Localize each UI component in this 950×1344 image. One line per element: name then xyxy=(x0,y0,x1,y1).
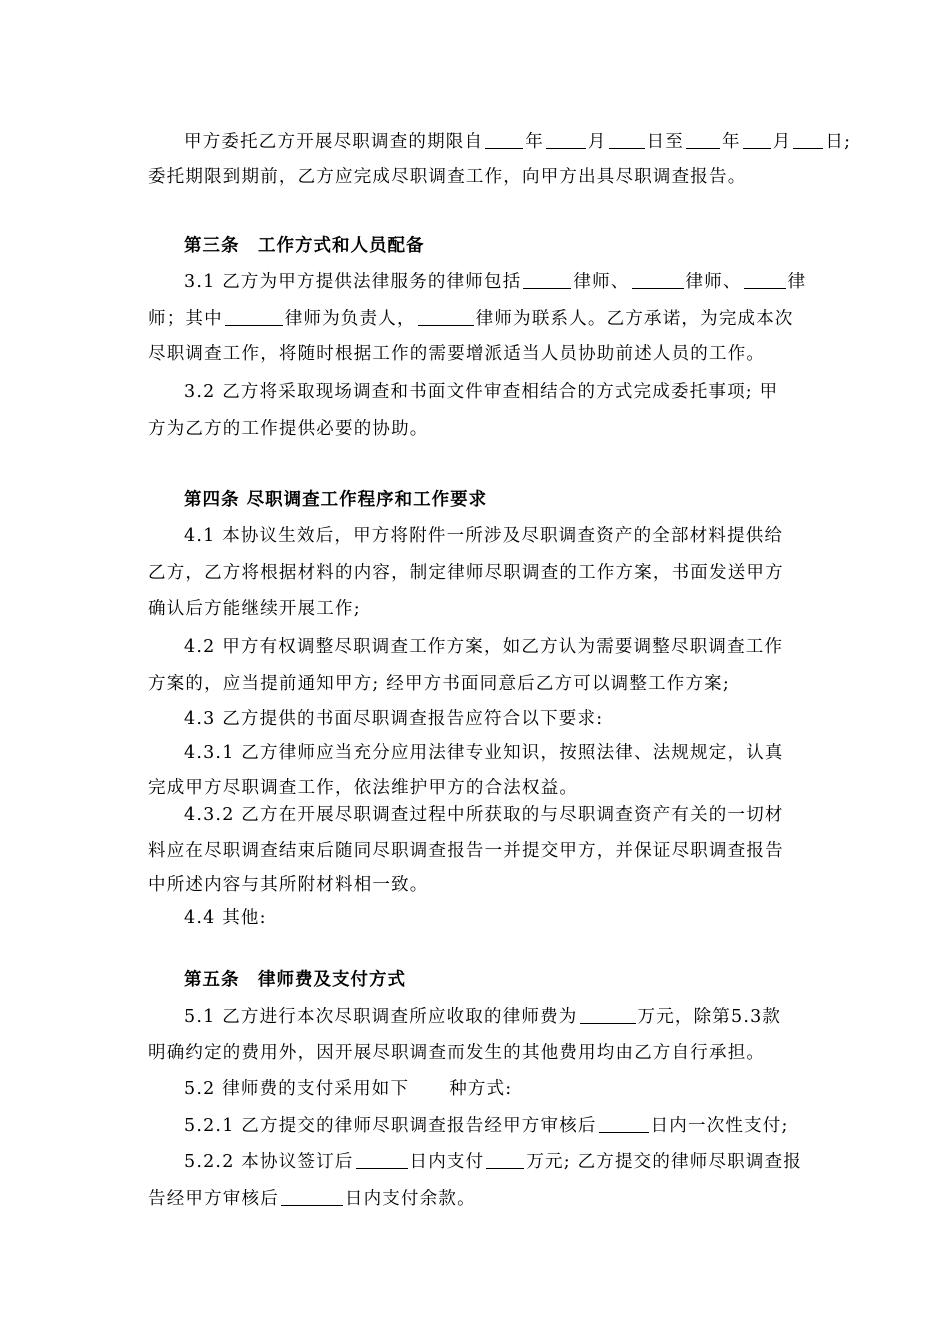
blank-field xyxy=(546,130,586,149)
art3-p1-line-1 xyxy=(184,268,808,295)
text: 律师为负责人， xyxy=(284,309,416,329)
art3-p1-line-2 xyxy=(148,305,808,332)
text: 月 xyxy=(772,132,792,152)
art4-p2-line-2: 方案的，应当提前通知甲方; 经甲方书面同意后乙方可以调整工作方案; xyxy=(148,674,730,694)
text: 5.2 律师费的支付采用如下 xyxy=(184,1079,410,1099)
text: 告经甲方审核后 xyxy=(148,1189,279,1209)
art3-p2-line-2: 方为乙方的工作提供必要的协助。 xyxy=(148,419,429,439)
art5-p22-line-2 xyxy=(148,1185,808,1212)
text: 律师为联系人。乙方承诺，为完成本次 xyxy=(475,309,794,329)
art4-p1-line-3: 确认后方能继续开展工作; xyxy=(148,599,361,619)
art4-p4: 4.4 其他: xyxy=(184,908,267,928)
art5-p1-line-2: 明确约定的费用外，因开展尽职调查而发生的其他费用均由乙方自行承担。 xyxy=(148,1043,766,1063)
art4-p2-line-1: 4.2 甲方有权调整尽职调查工作方案，如乙方认为需要调整尽职调查工作 xyxy=(184,637,784,657)
text: 律 xyxy=(787,272,807,292)
art4-p1-line-2: 乙方，乙方将根据材料的内容，制定律师尽职调查的工作方案，书面发送甲方 xyxy=(148,563,784,583)
blank-field xyxy=(686,130,720,149)
blank-field xyxy=(632,270,684,289)
article-3-title: 第三条 工作方式和人员配备 xyxy=(184,236,425,256)
text: 种方式: xyxy=(449,1079,513,1099)
blank-field xyxy=(418,307,474,326)
text: 日; xyxy=(825,132,852,152)
text: 律师、 xyxy=(685,272,742,292)
text: 万元; 乙方提交的律师尽职调查报 xyxy=(526,1152,802,1172)
text: 日内一次性支付; xyxy=(650,1116,789,1136)
article-5-title: 第五条 律师费及支付方式 xyxy=(184,970,406,990)
blank-field xyxy=(281,1187,343,1206)
art4-p1-line-1: 4.1 本协议生效后，甲方将附件一所涉及尽职调查资产的全部材料提供给 xyxy=(184,526,784,546)
blank-field xyxy=(743,130,771,149)
text: 日至 xyxy=(646,132,685,152)
art4-p32-line-3: 中所述内容与其所附材料相一致。 xyxy=(148,875,429,895)
art3-p2-line-1: 3.2 乙方将采取现场调查和书面文件审查相结合的方式完成委托事项; 甲 xyxy=(184,382,779,402)
art5-p2 xyxy=(184,1076,808,1102)
art4-p3: 4.3 乙方提供的书面尽职调查报告应符合以下要求: xyxy=(184,709,604,729)
blank-field xyxy=(356,1150,408,1169)
text: 万元，除第5.3款 xyxy=(637,1007,782,1027)
intro-line-1 xyxy=(184,128,852,155)
art4-p32-line-2: 料应在尽职调查结束后随同尽职调查报告一并提交甲方，并保证尽职调查报告 xyxy=(148,841,784,861)
blank-field xyxy=(793,130,823,149)
article-4-title: 第四条 尽职调查工作程序和工作要求 xyxy=(184,490,488,510)
blank-field xyxy=(580,1005,636,1024)
art3-p1-line-3: 尽职调查工作，将随时根据工作的需要增派适当人员协助前述人员的工作。 xyxy=(148,344,766,364)
blank-field xyxy=(744,270,786,289)
blank-field xyxy=(485,130,523,149)
text: 月 xyxy=(587,132,607,152)
text: 5.2.2 本协议签订后 xyxy=(184,1152,354,1172)
art5-p1-line-1 xyxy=(184,1003,808,1030)
blank-field xyxy=(523,270,571,289)
blank-field xyxy=(486,1150,524,1169)
text: 年 xyxy=(722,132,741,152)
blank-field xyxy=(599,1114,649,1133)
art5-p21 xyxy=(184,1112,808,1139)
text: 甲方委托乙方开展尽职调查的期限自 xyxy=(184,132,484,152)
text: 3.1 乙方为甲方提供法律服务的律师包括 xyxy=(184,272,522,292)
art4-p32-line-1: 4.3.2 乙方在开展尽职调查过程中所获取的与尽职调查资产有关的一切材 xyxy=(184,805,784,825)
text: 日内支付 xyxy=(409,1152,485,1172)
text: 5.2.1 乙方提交的律师尽职调查报告经甲方审核后 xyxy=(184,1116,597,1136)
blank-field xyxy=(609,130,645,149)
text: 5.1 乙方进行本次尽职调查所应收取的律师费为 xyxy=(184,1007,578,1027)
art4-p31-line-1: 4.3.1 乙方律师应当充分应用法律专业知识，按照法律、法规规定，认真 xyxy=(184,743,784,763)
blank-field xyxy=(225,307,283,326)
intro-line-2: 委托期限到期前，乙方应完成尽职调查工作，向甲方出具尽职调查报告。 xyxy=(148,167,747,187)
art5-p22-line-1 xyxy=(184,1148,808,1175)
text: 律师、 xyxy=(573,272,630,292)
art4-p31-line-2: 完成甲方尽职调查工作，依法维护甲方的合法权益。 xyxy=(148,778,579,798)
text: 师；其中 xyxy=(148,309,223,329)
text: 年 xyxy=(525,132,544,152)
text: 日内支付余款。 xyxy=(344,1189,476,1209)
